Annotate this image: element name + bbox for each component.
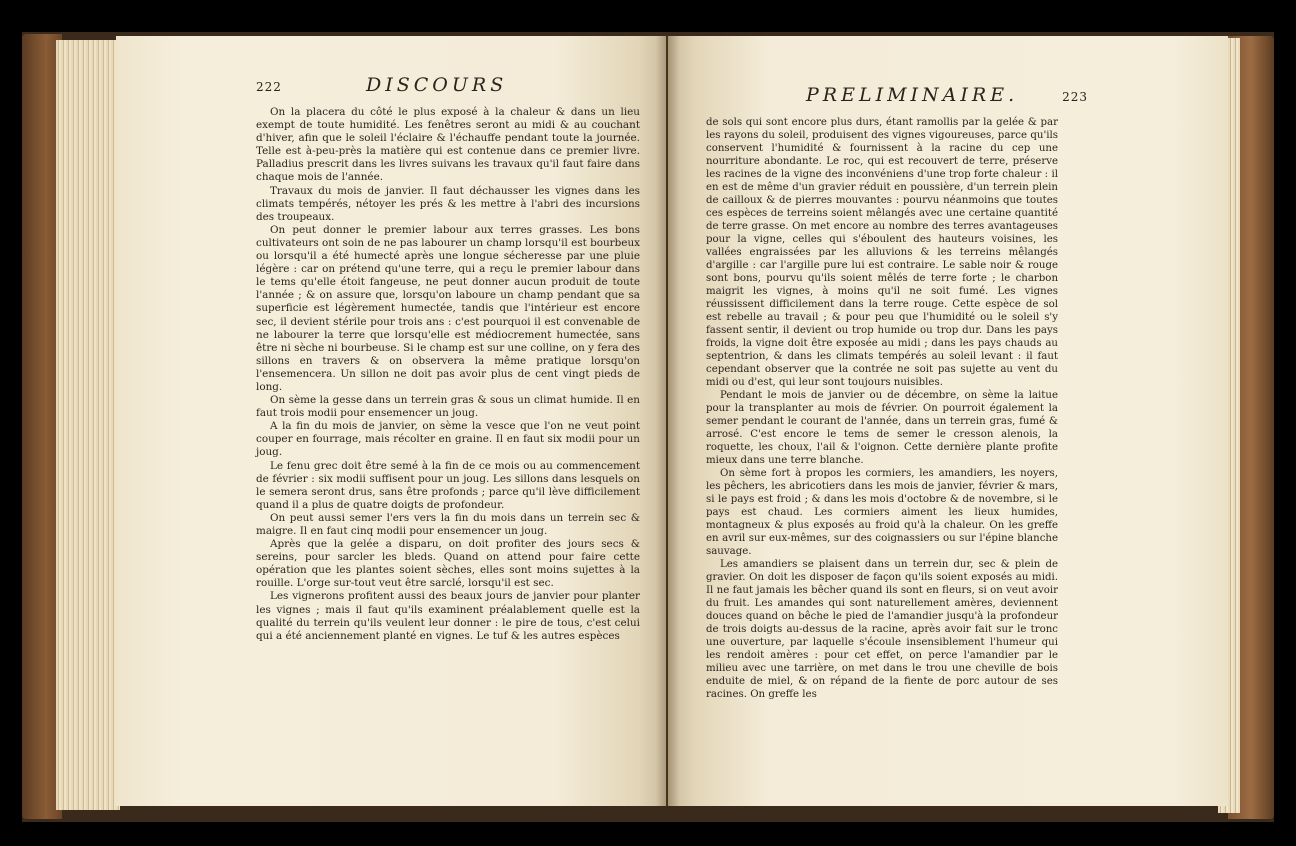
paragraph: Les vignerons profitent aussi des beaux jours de janvier pour planter les vignes ; mais il faut qu'ils examinent préalablement quelle est la qualité du terrein qu'ils veulent leur donner : le pire de tous, c'est celui qui a été anciennement planté en vignes. Le tuf & les autres espèces xyxy=(256,590,640,642)
paragraph: Le fenu grec doit être semé à la fin de ce mois ou au commencement de février : six modii suffisent pour un joug. Les sillons dans lesquels on le semera seront drus, sans être profonds ; parce qu'il lève difficilement quand il a plus de quatre doigts de profondeur. xyxy=(256,459,640,511)
paragraph: de sols qui sont encore plus durs, étant ramollis par la gelée & par les rayons du soleil, produisent des vignes vigoureuses, parce qu'ils conservent l'humidité & fournissent à la racine du cep une nourriture abondante. Le roc, qui est recouvert de terre, préserve les racines de la vigne des inconvéniens d'une trop forte chaleur : il en est de même d'un gravier réduit en poussière, d'un terrein plein de cailloux & de pierres mouvantes : pourvu néanmoins que toutes ces espèces de terreins soient mêlangés avec une certaine quantité de terre grasse. On met encore au nombre des terres avantageuses pour la vigne, celles qui s'éboulent des hauteurs voisines, les vallées engraissées par les alluvions & les terreins mêlangés d'argille : car l'argille pure lui est contraire. Le sable noir & rouge sont bons, pourvu qu'ils soient mêlés de terre forte ; le charbon maigrit les vignes, à moins qu'il ne soit fumé. Les vignes réussissent difficilement dans la terre rouge. Cette espèce de sol est rebelle au travail ; & pour peu que l'humidité ou le soleil s'y fassent sentir, il devient ou trop humide ou trop dur. Dans les pays froids, la vigne doit être exposée au midi ; dans les pays chauds au septentrion, & dans les climats tempérés au soleil levant : il faut cependant observer que la contrée ne soit pas sujette au vent du midi ou d'est, qui leur sont toujours nuisibles. xyxy=(706,117,1058,388)
page-number-left: 222 xyxy=(256,80,282,94)
paragraph: On peut aussi semer l'ers vers la fin du mois dans un terrein sec & maigre. Il en faut cinq modii pour ensemencer un joug. xyxy=(256,511,640,537)
paragraph: On peut donner le premier labour aux terres grasses. Les bons cultivateurs ont soin de ne pas labourer un champ lorsqu'il est bourbeux ou lorsqu'il a été humecté après une longue sécheresse par une pluie légère : car on prétend qu'une terre, qui a reçu le premier labour dans le tems qu'elle étoit fangeuse, ne peut donner aucun produit de toute l'année ; & on assure que, lorsqu'on laboure un champ pendant que sa superficie est légèrement humectée, tandis que l'intérieur est encore sec, il devient stérile pour trois ans : c'est pourquoi il est convenable de ne labourer la terre que lorsqu'elle est médiocrement humectée, sans être ni sèche ni bourbeuse. Si le champ est sur une colline, on y fera des sillons en travers & on observera la même pratique lorsqu'on l'ensemencera. Un sillon ne doit pas avoir plus de cent vingt pieds de long. xyxy=(256,223,640,393)
running-head-title-right: PRELIMINAIRE. xyxy=(806,84,1019,106)
left-text-column xyxy=(256,106,640,643)
paragraph: Pendant le mois de janvier ou de décembre, on sème la laitue pour la transplanter au mois de février. On pourroit également la semer pendant le courant de l'année, dans un terrein gras, fumé & arrosé. C'est encore le tems de semer le cresson alenois, la roquette, les choux, l'ail & l'oignon. Cette dernière plante profite mieux dans une terre blanche. xyxy=(706,390,1058,466)
left-page-edges xyxy=(56,40,120,810)
book-spine-gutter xyxy=(656,36,680,806)
right-text-column xyxy=(706,116,1058,701)
page-number-right: 223 xyxy=(1062,90,1088,104)
right-page xyxy=(668,36,1228,806)
left-page xyxy=(116,36,666,806)
paragraph: On la placera du côté le plus exposé à la chaleur & dans un lieu exempt de toute humidité. Les fenêtres seront au midi & au couchant d'hiver, afin que le soleil l'éclaire & l'échauffe pendant toute la journée. Telle est à-peu-près la matière qui est contenue dans ce premier livre. Palladius prescrit dans les livres suivans les travaux qu'il faut faire dans chaque mois de l'année. xyxy=(256,106,640,184)
right-running-head xyxy=(706,84,1088,112)
left-running-head xyxy=(256,74,640,102)
running-head-title-left: DISCOURS xyxy=(366,74,508,96)
paragraph: Après que la gelée a disparu, on doit profiter des jours secs & sereins, pour sarcler les bleds. Quand on attend pour faire cette opération que les plantes soient sèches, elles sont moins sujettes à la rouille. L'orge sur-tout veut être sarclé, lorsqu'il est sec. xyxy=(256,538,640,590)
paragraph: Travaux du mois de janvier. Il faut déchausser les vignes dans les climats tempérés, nétoyer les prés & les mettre à l'abri des incursions des troupeaux. xyxy=(256,184,640,223)
paragraph: A la fin du mois de janvier, on sème la vesce que l'on ne veut point couper en fourrage, mais récolter en graine. Il en faut six modii pour un joug. xyxy=(256,420,640,459)
paragraph: On sème la gesse dans un terrein gras & sous un climat humide. Il en faut trois modii pour ensemencer un joug. xyxy=(256,394,640,420)
paragraph: On sème fort à propos les cormiers, les amandiers, les noyers, les pêchers, les abricotiers dans les mois de janvier, février & mars, si le pays est froid ; & dans les mois d'octobre & de novembre, si le pays est chaud. Les cormiers aiment les lieux humides, montagneux & plus exposés au froid qu'à la chaleur. On les greffe en avril sur eux-mêmes, sur des coignassiers ou sur l'épine blanche sauvage. xyxy=(706,468,1058,557)
paragraph: Les amandiers se plaisent dans un terrein dur, sec & plein de gravier. On doit les disposer de façon qu'ils soient exposés au midi. Il ne faut jamais les bêcher quand ils sont en fleurs, si on veut avoir du fruit. Les amandes qui sont naturellement amères, deviennent douces quand on bêche le pied de l'amandier jusqu'à la profondeur de trois doigts au-dessus de la racine, après avoir fait sur le tronc une ouverture, par laquelle s'écoule insensiblement l'humeur qui les rendoit amères : pour cet effet, on perce l'amandier par le milieu avec une tarrière, on met dans le trou une cheville de bois enduite de miel, & on répand de la fiente de porc autour de ses racines. On greffe les xyxy=(706,559,1058,700)
